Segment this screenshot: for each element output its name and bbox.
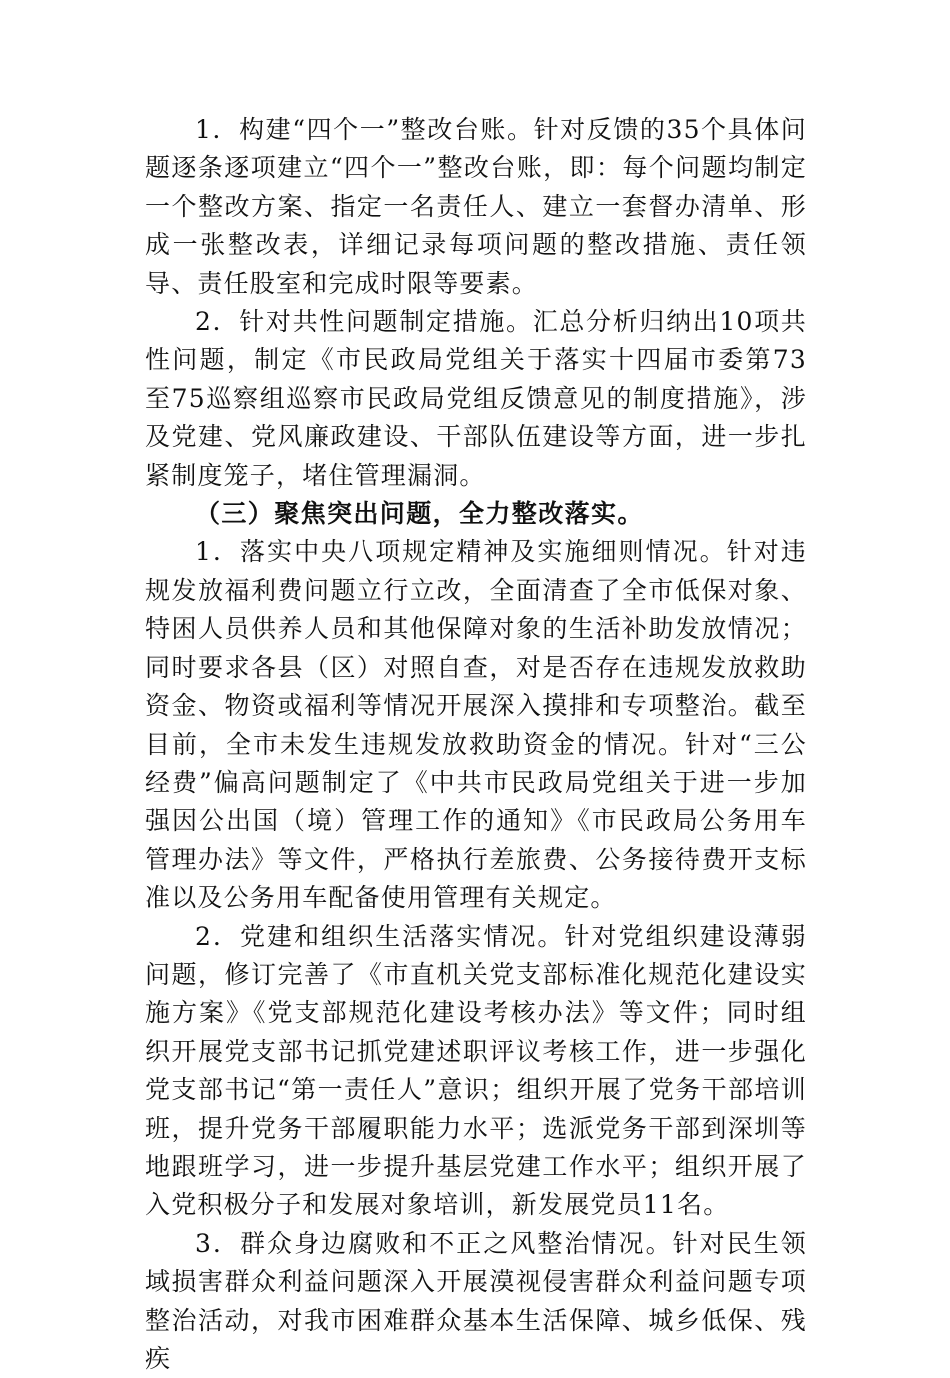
document-body [145, 111, 807, 1378]
paragraph-eight-rules: 1．落实中央八项规定精神及实施细则情况。针对违规发放福利费问题立行立改，全面清查了全市低保对象、特困人员供养人员和其他保障对象的生活补助发放情况；同时要求各县（区）对照自查，对是否存在违规发放救助资金、物资或福利等情况开展深入摸排和专项整治。截至目前，全市未发生违规发放救助资金的情况。针对“三公经费”偏高问题制定了《中共市民政局党组关于进一步加强因公出国（境）管理工作的通知》《市民政局公务用车管理办法》等文件，严格执行差旅费、公务接待费开支标准以及公务用车配备使用管理有关规定。 [145, 537, 807, 913]
paragraph-corruption: 3．群众身边腐败和不正之风整治情况。针对民生领域损害群众利益问题深入开展漠视侵害群众利益问题专项整治活动，对我市困难群众基本生活保障、城乡低保、残疾 [145, 1228, 807, 1373]
paragraph-party-building: 2．党建和组织生活落实情况。针对党组织建设薄弱问题，修订完善了《市直机关党支部标准化规范化建设实施方案》《党支部规范化建设考核办法》等文件；同时组织开展党支部书记抓党建述职评议考核工作，进一步强化党支部书记“第一责任人”意识；组织开展了党务干部培训班，提升党务干部履职能力水平；选派党务干部到深圳等地跟班学习，进一步提升基层党建工作水平；组织开展了入党积极分子和发展对象培训，新发展党员11名。 [145, 921, 807, 1220]
section-heading-three: （三）聚焦突出问题，全力整改落实。 [195, 499, 644, 529]
paragraph-ledger: 1．构建“四个一”整改台账。针对反馈的35个具体问题逐条逐项建立“四个一”整改台账，即：每个问题均制定一个整改方案、指定一名责任人、建立一套督办清单、形成一张整改表，详细记录每项问题的整改措施、责任领导、责任股室和完成时限等要素。 [145, 115, 807, 298]
paragraph-common-issues: 2．针对共性问题制定措施。汇总分析归纳出10项共性问题，制定《市民政局党组关于落实十四届市委第73至75巡察组巡察市民政局党组反馈意见的制度措施》，涉及党建、党风廉政建设、干部队伍建设等方面，进一步扎紧制度笼子，堵住管理漏洞。 [145, 307, 807, 490]
